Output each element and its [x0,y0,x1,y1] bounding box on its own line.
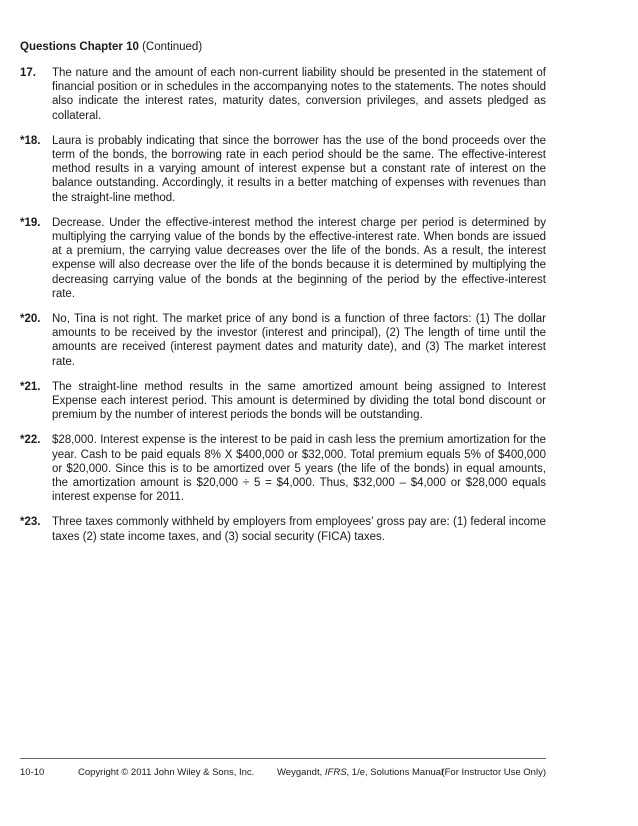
question-item [20,216,546,301]
question-answer-text: $28,000. Interest expense is the interest to be paid in cash less the premium amortization for the year. Cash to be paid equals 8% X $400,000 or $32,000. Total premium equals 5% of $400,000 or $20,000. Since this is to be amortized over 5 years (the life of the bonds) in equal amounts, the amortization amount is $20,000 ÷ 5 = $4,000. Thus, $32,000 – $4,000 or $28,000 equals interest expense for 2011. [52,434,546,504]
question-item [20,515,546,543]
footer-book-title: IFRS [324,767,347,778]
section-heading-continued: (Continued) [138,41,203,53]
section-heading [20,40,202,54]
question-number: *22. [20,434,41,447]
question-number: *20. [20,313,41,326]
footer-page-number: 10-10 [20,767,45,778]
question-number: *18. [20,134,41,147]
question-answer-text: The straight-line method results in the same amortized amount being assigned to Interest Expense each interest period. This amount is determined by dividing the total bond discount or premium by the number of interest periods the bonds will be outstanding. [52,380,546,422]
question-number: *21. [20,380,41,393]
question-item [20,134,546,205]
question-item [20,380,546,423]
section-heading-title: Questions Chapter 10 [20,41,139,53]
footer-book-credit [277,767,443,779]
question-item [20,312,546,369]
footer-divider [20,758,546,759]
question-answer-text: No, Tina is not right. The market price of any bond is a function of three factors: (1) The dollar amounts to be received by the investor (interest and principal), (2) The length of time until the amounts are received (interest payment dates and maturity date), and (3) The market interest rate. [52,313,546,368]
question-number: *23. [20,516,41,529]
question-answer-text: Decrease. Under the effective-interest method the interest charge per period is determined by multiplying the carrying value of the bonds by the effective-interest rate. When bonds are issued at a premium, the carrying value decreases over the life of the bonds. As a result, the interest expense will also decrease over the life of the bonds because it is determined by multiplying the decreasing carrying value of the bonds at the beginning of the period by the effective-interest rate. [52,216,546,300]
question-answer-text: The nature and the amount of each non-current liability should be presented in the statement of financial position or in schedules in the accompanying notes to the statements. The notes should also indicate the interest rates, maturity dates, conversion privileges, and assets pledged as collateral. [52,67,546,122]
footer-copyright: Copyright © 2011 John Wiley & Sons, Inc. [78,767,255,778]
question-answer-text: Three taxes commonly withheld by employers from employees’ gross pay are: (1) federal income taxes (2) state income taxes, and (3) social security (FICA) taxes. [52,516,546,543]
question-number: *19. [20,216,41,229]
footer-book-author: Weygandt, [277,767,325,778]
question-item [20,66,546,123]
question-number: 17. [20,67,36,79]
question-list [20,66,546,555]
footer-book-edition: , 1/e, Solutions Manual [346,767,444,778]
question-item [20,433,546,504]
footer-instructor-note: (For Instructor Use Only) [441,767,546,778]
question-answer-text: Laura is probably indicating that since the borrower has the use of the bond proceeds over the term of the bonds, the borrowing rate in each period should be the same. The effective-interest method results in a varying amount of interest expense but a constant rate of interest on the balance outstanding. Accordingly, it results in a better matching of expenses with revenues than the straight-line method. [52,134,546,204]
